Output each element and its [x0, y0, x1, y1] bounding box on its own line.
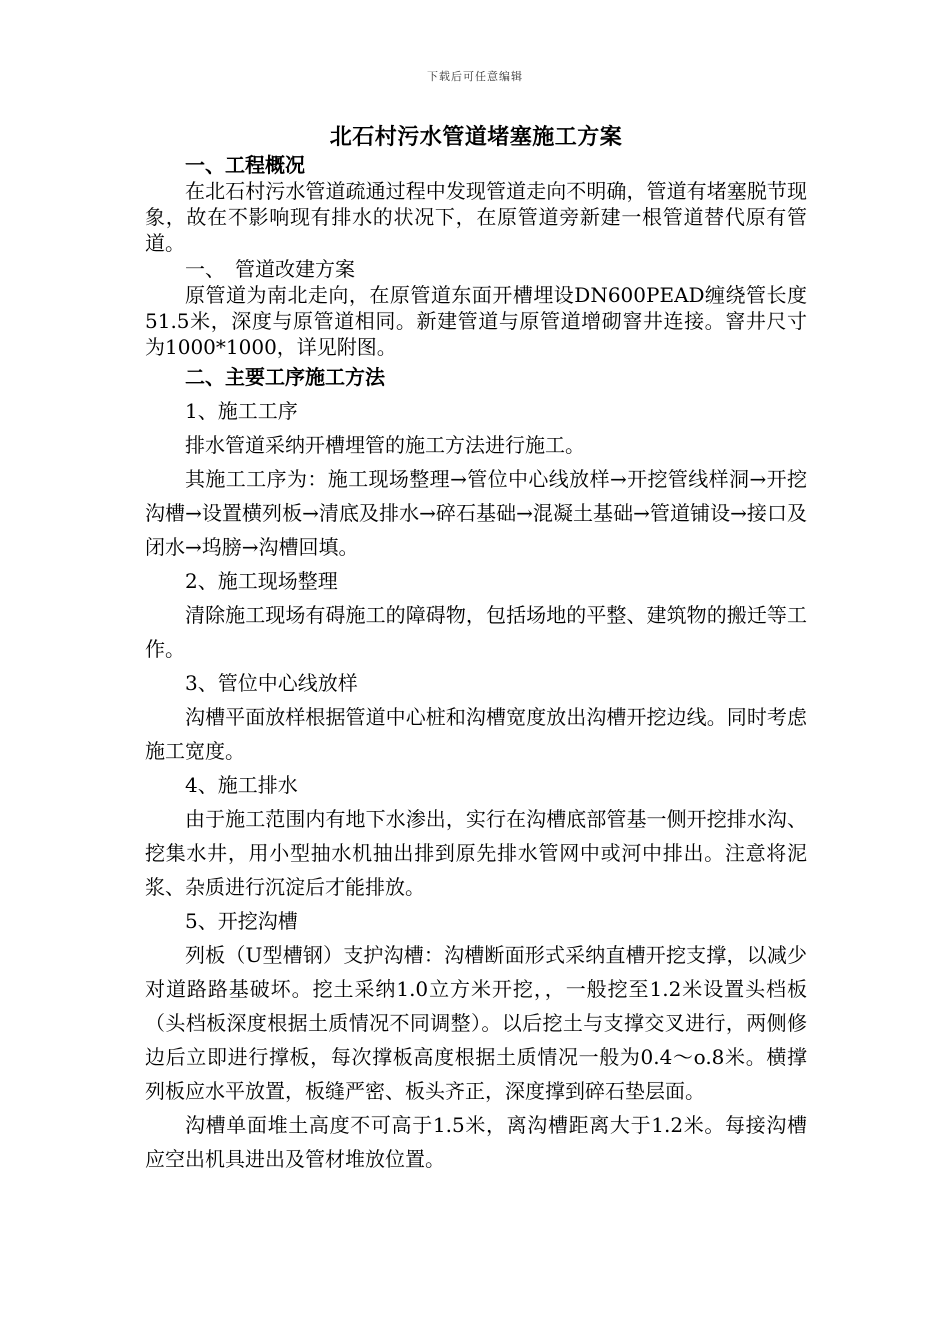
document-body	[145, 122, 807, 1176]
paragraph-trench-support: 列板（U型槽钢）支护沟槽：沟槽断面形式采纳直槽开挖支撑，以减少对道路路基破坏。挖土采纳1.0立方米开挖，，一般挖至1.2米设置头档板（头档板深度根据土质情况不同调整）。以后挖土与支撑交叉进行，两侧修边后立即进行撑板，每次撑板高度根据土质情况一般为0.4～o.8米。横撑列板应水平放置，板缝严密、板头齐正，深度撑到碎石垫层面。	[145, 943, 807, 1103]
paragraph-procedure-steps: 其施工工序为：施工现场整理→管位中心线放样→开挖管线样洞→开挖沟槽→设置横列板→清底及排水→碎石基础→混凝土基础→管道铺设→接口及闭水→坞膀→沟槽回填。	[145, 467, 807, 559]
page-header-note: 下载后可任意编辑	[427, 70, 523, 83]
section-heading-methods: 二、主要工序施工方法	[185, 365, 385, 389]
paragraph-trench-spoil: 沟槽单面堆土高度不可高于1.5米，离沟槽距离大于1.2米。每接沟槽应空出机具进出及管材堆放位置。	[145, 1113, 807, 1171]
item-title-centerline: 3、管位中心线放样	[185, 671, 358, 695]
item-title-procedure: 1、施工工序	[185, 399, 298, 423]
section-heading-overview: 一、工程概况	[185, 153, 305, 177]
paragraph-drainage: 由于施工范围内有地下水渗出，实行在沟槽底部管基一侧开挖排水沟、挖集水井，用小型抽水机抽出排到原先排水管网中或河中排出。注意将泥浆、杂质进行沉淀后才能排放。	[145, 807, 807, 899]
paragraph-overview: 在北石村污水管道疏通过程中发现管道走向不明确，管道有堵塞脱节现象，故在不影响现有排水的状况下，在原管道旁新建一根管道替代原有管道。	[145, 179, 807, 255]
paragraph-site-clearing: 清除施工现场有碍施工的障碍物，包括场地的平整、建筑物的搬迁等工作。	[145, 603, 807, 661]
document-title: 北石村污水管道堵塞施工方案	[329, 124, 623, 150]
item-title-trench: 5、开挖沟槽	[185, 909, 298, 933]
subheading-pipe-reconstruction: 一、 管道改建方案	[185, 257, 355, 281]
paragraph-centerline: 沟槽平面放样根据管道中心桩和沟槽宽度放出沟槽开挖边线。同时考虑施工宽度。	[145, 705, 807, 763]
paragraph-procedure-method: 排水管道采纳开槽埋管的施工方法进行施工。	[185, 433, 585, 457]
paragraph-pipe-reconstruction: 原管道为南北走向，在原管道东面开槽埋设DN600PEAD缠绕管长度51.5米，深度与原管道相同。新建管道与原管道增砌窨井连接。窨井尺寸为1000*1000，详见附图。	[145, 283, 807, 359]
item-title-drainage: 4、施工排水	[185, 773, 298, 797]
item-title-site-clearing: 2、施工现场整理	[185, 569, 338, 593]
